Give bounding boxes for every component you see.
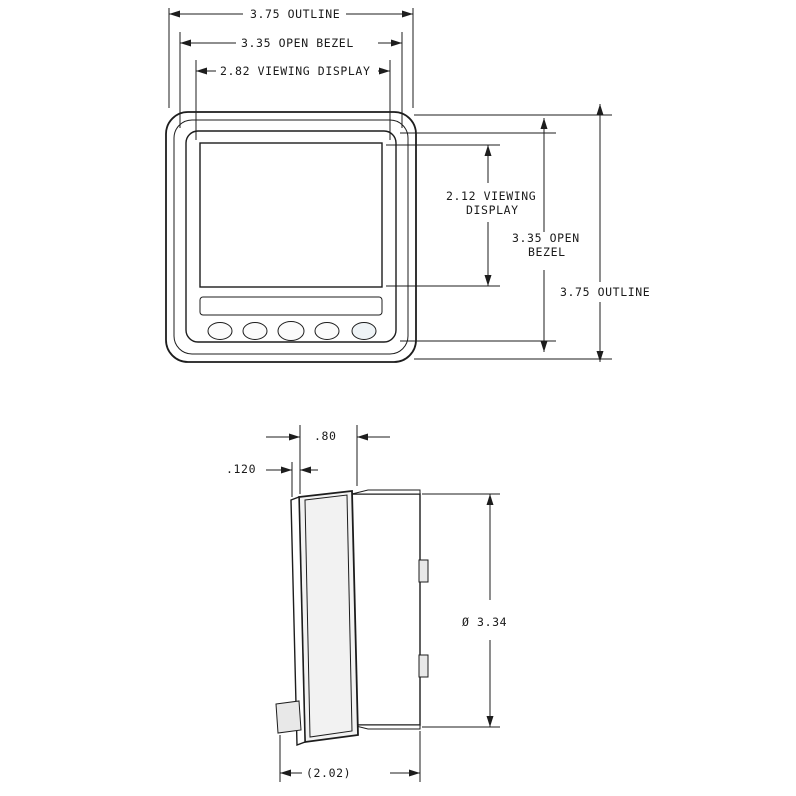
side-rear-bottom-face	[352, 725, 420, 729]
arrow-120-left	[281, 467, 292, 474]
side-rear-top-face	[352, 490, 420, 494]
arrow-voutline-top	[597, 104, 604, 115]
dim-label-front-lip: .120	[226, 462, 257, 476]
front-button-5[interactable]	[352, 323, 376, 340]
arrow-80-right	[357, 434, 368, 441]
front-button-4[interactable]	[315, 323, 339, 340]
arrow-vdisp-top	[485, 145, 492, 156]
arrow-depth-left	[280, 770, 291, 777]
front-softkey-strip	[200, 297, 382, 315]
side-mount-tab-lower	[419, 655, 428, 677]
front-button-3[interactable]	[278, 322, 304, 341]
arrow-80-left	[289, 434, 300, 441]
arrow-outline-w-left	[169, 11, 180, 18]
front-button-1[interactable]	[208, 323, 232, 340]
arrow-depth-right	[409, 770, 420, 777]
dim-label-overall-depth: (2.02)	[306, 766, 352, 780]
arrow-vbezel-bottom	[541, 341, 548, 352]
dim-label-diameter: Ø 3.34	[462, 615, 508, 629]
side-rear-body	[352, 494, 420, 725]
front-view-group	[166, 7, 650, 362]
arrow-voutline-bottom	[597, 351, 604, 362]
dim-label-open-bezel-height-2: BEZEL	[528, 245, 566, 259]
arrow-120-right	[300, 467, 311, 474]
side-connector-nub	[276, 701, 301, 733]
dim-label-outline-width: 3.75 OUTLINE	[250, 7, 341, 21]
dim-label-open-bezel-height-1: 3.35 OPEN	[512, 231, 580, 245]
front-viewing-display	[200, 143, 382, 287]
arrow-outline-w-right	[402, 11, 413, 18]
arrow-bezel-w-left	[180, 40, 191, 47]
dim-label-bezel-depth: .80	[314, 429, 337, 443]
arrow-display-w-left	[196, 68, 207, 75]
arrow-bezel-w-right	[391, 40, 402, 47]
dim-label-viewing-display-height-2: DISPLAY	[466, 203, 519, 217]
dim-label-viewing-display-width: 2.82 VIEWING DISPLAY	[220, 64, 371, 78]
dim-label-open-bezel-width: 3.35 OPEN BEZEL	[241, 36, 354, 50]
arrow-vdisp-bottom	[485, 275, 492, 286]
arrow-dia-top	[487, 494, 494, 505]
arrow-display-w-right	[379, 68, 390, 75]
side-view-group	[226, 425, 507, 782]
dim-label-viewing-display-height-1: 2.12 VIEWING	[446, 189, 537, 203]
arrow-vbezel-top	[541, 118, 548, 129]
side-mount-tab-upper	[419, 560, 428, 582]
dim-label-outline-height: 3.75 OUTLINE	[560, 285, 651, 299]
arrow-dia-bottom	[487, 716, 494, 727]
front-button-2[interactable]	[243, 323, 267, 340]
